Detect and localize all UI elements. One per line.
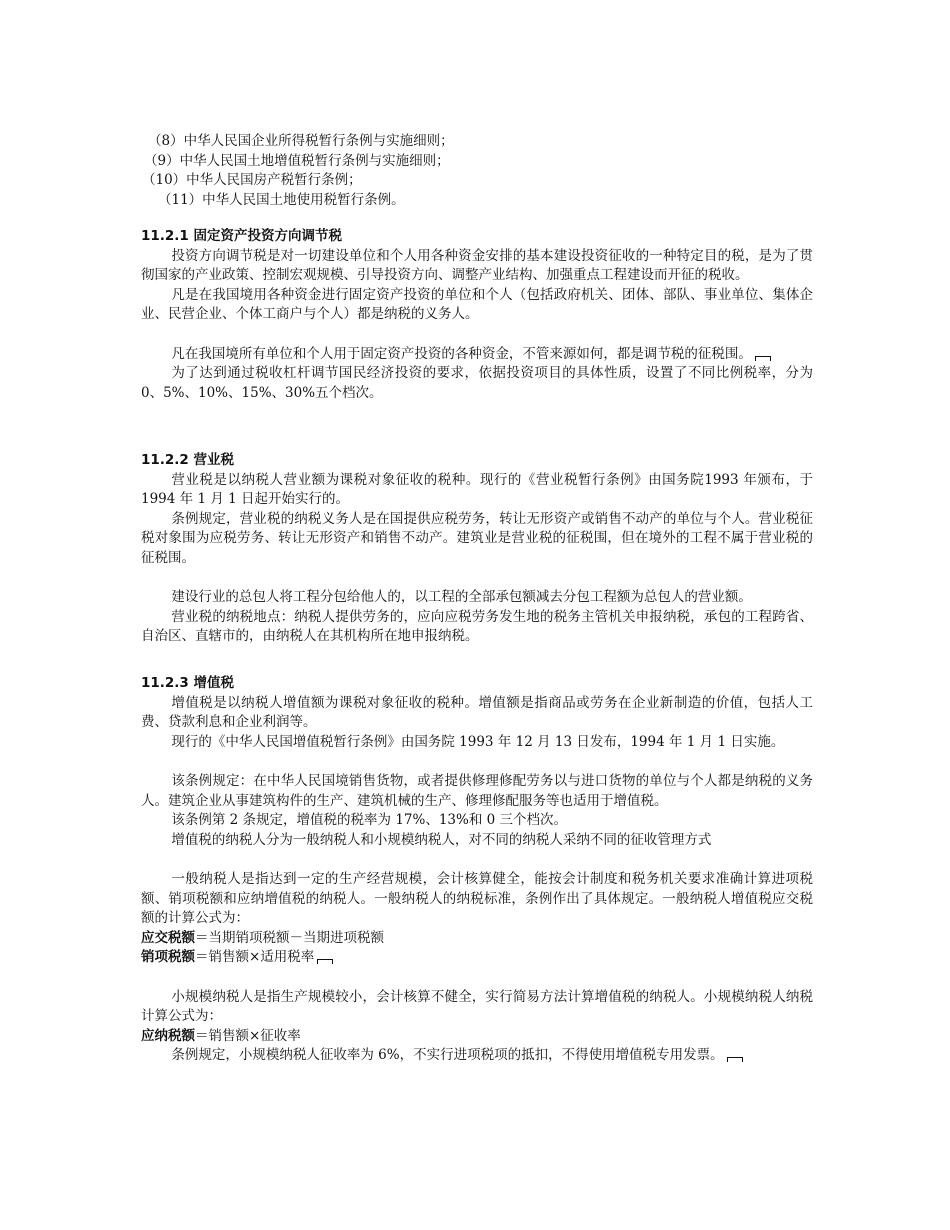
paragraph: 建设行业的总包人将工程分包给他人的，以工程的全部承包额减去分包工程额为总包人的营业额。 — [171, 589, 752, 606]
paragraph: 增值税是以纳税人增值额为课税对象征收的税种。增值额是指商品或劳务在企业新制造的价值，包括人工费、贷款利息和企业利润等。 — [141, 694, 813, 731]
section-heading: 11.2.3 增值税 — [141, 675, 235, 691]
formula-expression: ＝销售额×适用税率 — [195, 949, 315, 966]
paragraph: 现行的《中华人民国增值税暂行条例》由国务院 1993 年 12 月 13 日发布，1994 年 1 月 1 日实施。 — [171, 733, 785, 750]
paragraph: 营业税的纳税地点：纳税人提供劳务的，应向应税劳务发生地的税务主管机关申报纳税，承包的工程跨省、自治区、直辖市的，由纳税人在其机构所在地申报纳税。 — [141, 608, 813, 645]
paragraph: 该条例规定：在中华人民国境销售货物，或者提供修理修配劳务以与进口货物的单位与个人都是纳税的义务人。建筑企业从事建筑构件的生产、建筑机械的生产、修理修配服务等也适用于增值税。 — [141, 772, 813, 809]
paragraph-mark-icon — [755, 356, 771, 361]
formula-expression: ＝销售额×征收率 — [195, 1027, 301, 1044]
section-11-2-1 — [141, 227, 813, 403]
formula-line — [141, 1027, 813, 1047]
formula-line — [141, 948, 813, 968]
section-heading: 11.2.2 营业税 — [141, 452, 235, 468]
paragraph: 投资方向调节税是对一切建设单位和个人用各种资金安排的基本建设投资征收的一种特定目的税，是为了贯彻国家的产业政策、控制宏观规模、引导投资方向、调整产业结构、加强重点工程建设而开征的税收。 — [141, 247, 813, 284]
formula-label: 销项税额 — [141, 949, 195, 966]
section-11-2-2 — [141, 451, 813, 647]
paragraph-text: 条例规定，小规模纳税人征收率为 6%，不实行进项税项的抵扣，不得使用增值税专用发票。 — [171, 1047, 724, 1064]
formula-label: 应纳税额 — [141, 1027, 195, 1044]
list-item: （9）中华人民国土地增值税暂行条例与实施细则； — [144, 152, 450, 169]
list-item: （8）中华人民国企业所得税暂行条例与实施细则； — [148, 133, 454, 149]
paragraph: 凡是在我国境用各种资金进行固定资产投资的单位和个人（包括政府机关、团体、部队、事业单位、集体企业、民营企业、个体工商户与个人）都是纳税的义务人。 — [141, 286, 813, 323]
paragraph — [141, 1046, 813, 1066]
paragraph: 增值税的纳税人分为一般纳税人和小规模纳税人，对不同的纳税人采纳不同的征收管理方式 — [171, 831, 712, 848]
regulation-list — [142, 132, 820, 210]
paragraph: 营业税是以纳税人营业额为课税对象征收的税种。现行的《营业税暂行条例》由国务院1993 年颁布，于 1994 年 1 月 1 日起开始实行的。 — [141, 471, 813, 508]
paragraph: 该条例第 2 条规定，增值税的税率为 17%、13%和 0 三个档次。 — [171, 812, 568, 829]
paragraph-mark-icon — [727, 1057, 743, 1062]
formula-expression: ＝当期销项税额－当期进项税额 — [195, 929, 384, 946]
list-item: （11）中华人民国土地使用税暂行条例。 — [158, 191, 405, 208]
list-item: （10）中华人民国房产税暂行条例； — [142, 172, 362, 189]
paragraph — [141, 345, 813, 365]
section-heading: 11.2.1 固定资产投资方向调节税 — [141, 228, 343, 244]
paragraph-text: 凡在我国境所有单位和个人用于固定资产投资的各种资金，不管来源如何，都是调节税的征税围。 — [171, 345, 752, 362]
paragraph: 小规模纳税人是指生产规模较小，会计核算不健全，实行简易方法计算增值税的纳税人。小规模纳税人纳税计算公式为： — [141, 988, 813, 1025]
paragraph: 一般纳税人是指达到一定的生产经营规模，会计核算健全，能按会计制度和税务机关要求准确计算进项税额、销项税额和应纳增值税的纳税人。一般纳税人的纳税标准，条例作出了具体规定。一般纳税人增值税应交税额的计算公式为： — [141, 870, 813, 927]
paragraph-mark-icon — [317, 959, 333, 964]
paragraph: 条例规定，营业税的纳税义务人是在国提供应税劳务，转让无形资产或销售不动产的单位与个人。营业税征税对象围为应税劳务、转让无形资产和销售不动产。建筑业是营业税的征税围，但在境外的工程不属于营业税的征税围。 — [141, 510, 813, 566]
paragraph: 为了达到通过税收杠杆调节国民经济投资的要求，依据投资项目的具体性质，设置了不同比例税率，分为 0、5%、10%、15%、30%五个档次。 — [141, 365, 813, 401]
formula-line — [141, 929, 813, 949]
formula-label: 应交税额 — [141, 929, 195, 946]
section-11-2-3 — [141, 674, 813, 1066]
